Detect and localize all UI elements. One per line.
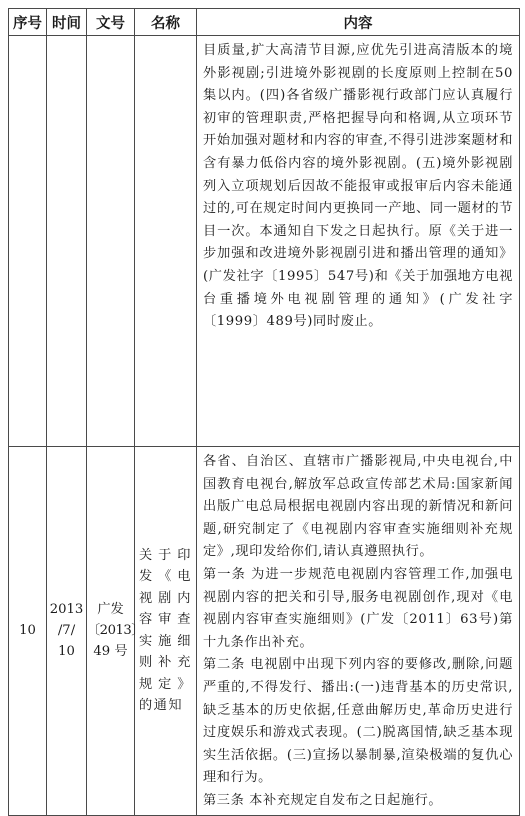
cell-no-empty — [9, 36, 47, 447]
header-time: 时间 — [47, 9, 87, 36]
cell-content — [197, 447, 520, 816]
regulation-table — [8, 8, 520, 816]
time-month: /7/ — [57, 623, 76, 639]
content-paragraph-2: 第一条 为进一步规范电视剧内容管理工作,加强电视剧内容的把关和引导,服务电视剧创作,现对《电视剧内容审查实施细则》(广发〔2011〕63号)第十九条作出补充。 — [203, 566, 513, 650]
header-docno: 文号 — [87, 9, 135, 36]
continued-content-text: 目质量,扩大高清节目源,应优先引进高清版本的境外影视剧;引进境外影视剧的长度原则上控制在50集以内。(四)各省级广播影视行政部门应认真履行初审的管理职责,严格把握导向和格调,从立项环节开始加强对题材和内容的审查,不得引进涉案题材和含有暴力低俗内容的境外影视剧。(五)境外影视剧列入立项规划后因故不能报审或报审后内容未能通过的,可在规定时间内更换同一产地、同一题材的节目一次。本通知自下发之日起执行。原《关于进一步加强和改进境外影视剧引进和播出管理的通知》(广发社字〔1995〕547号)和《关于加强地方电视台重播境外电视剧管理的通知》(广发社字〔1999〕489号)同时废止。 — [203, 43, 513, 330]
time-day: 10 — [58, 644, 75, 660]
table-row-continued — [9, 36, 520, 447]
content-paragraph-4: 第三条 本补充规定自发布之日起施行。 — [203, 792, 443, 808]
cell-time — [47, 447, 87, 816]
header-name: 名称 — [135, 9, 197, 36]
document-title: 关于印发《电视剧内容审查实施细则补充规定》的通知 — [139, 547, 192, 714]
docno-number: 49 号 — [93, 644, 128, 660]
cell-content-continued — [197, 36, 520, 447]
header-no: 序号 — [9, 9, 47, 36]
cell-name — [135, 447, 197, 816]
table-row-10 — [9, 447, 520, 816]
cell-docno-empty — [87, 36, 135, 447]
cell-docno — [87, 447, 144, 816]
cell-time-empty — [47, 36, 87, 447]
content-paragraph-1: 各省、自治区、直辖市广播影视局,中央电视台,中国教育电视台,解放军总政宣传部艺术局:国家新闻出版广电总局根据电视剧内容出现的新情况和新问题,研究制定了《电视剧内容审查实施细则补充规定》,现印发给你们,请认真遵照执行。 — [203, 454, 513, 560]
time-year: 2013 — [49, 602, 84, 618]
docno-prefix: 广发 — [97, 602, 124, 618]
docno-year: 〔2013〕 — [87, 623, 144, 639]
table-header-row — [9, 9, 520, 36]
header-content: 内容 — [197, 9, 520, 36]
cell-no — [9, 447, 47, 816]
content-paragraph-3: 第二条 电视剧中出现下列内容的要修改,删除,问题严重的,不得发行、播出:(一)违背基本的历史常识,缺乏基本的历史依据,任意曲解历史,革命历史进行过度娱乐和游戏式表现。(二)脱离国情,缺乏基本现实生活依据。(三)宣扬以暴制暴,渲染极端的复仇心理和行为。 — [203, 657, 513, 786]
cell-name-empty — [135, 36, 197, 447]
row-number: 10 — [19, 623, 36, 639]
